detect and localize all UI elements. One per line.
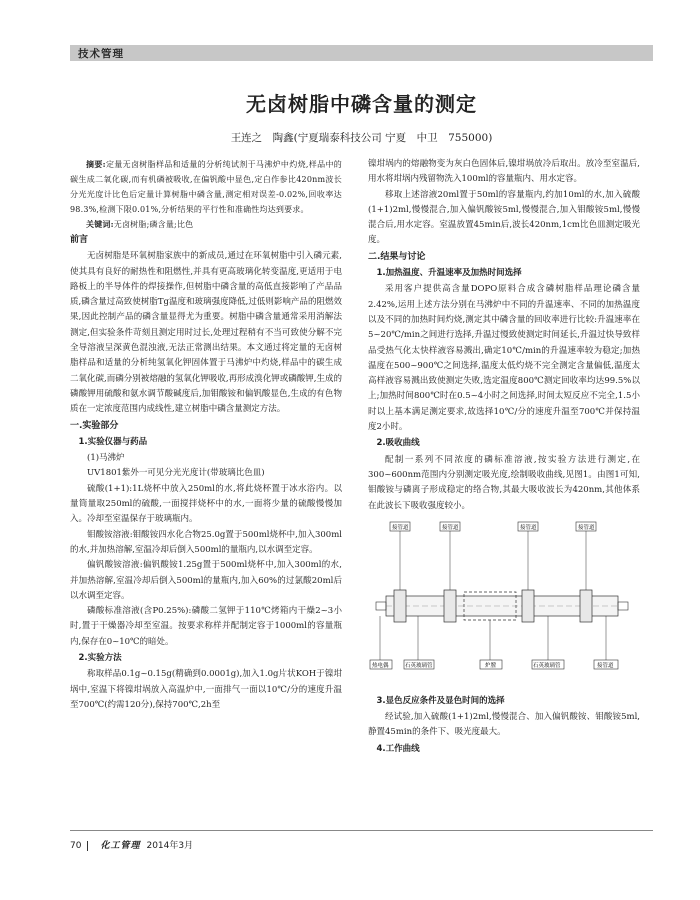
- figure-label-3: 接管道: [520, 524, 537, 531]
- heading-absorption: 2.吸收曲线: [376, 438, 420, 449]
- page-footer: [70, 838, 193, 851]
- abstract-text: 定量无卤树脂样品和适量的分析纯试剂于马沸炉中灼烧,样品中的碳生成二氧化碳,而有机磷被吸收,在偏钒酸中显色,定白作参比420nm波长分光光度计比色后定量计算树脂中磷含量,测定相对误差-0.02%,回收率达98.3%,检测下限0.01%,分析结果的平行性和准确性均达到要求。: [70, 160, 342, 214]
- keywords: [70, 217, 342, 232]
- article-authors: 王连之 陶鑫(宁夏瑞泰科技公司 宁夏 中卫 755000): [230, 132, 493, 144]
- figure-label-4: 接管道: [578, 524, 595, 531]
- heading-color-reaction: 3.显色反应条件及显色时间的选择: [376, 695, 505, 706]
- paragraph-molybdate: 钼酸铵溶液:钼酸铵四水化合物25.0g置于500ml烧杯中,加入300ml的水,并加热溶解,室温冷却后倒入500ml的量瓶内,以水调至定容。: [70, 529, 342, 555]
- abstract-label: 摘要:: [86, 159, 106, 169]
- figure-label-2: 接管道: [442, 524, 459, 531]
- footer-separator: [87, 841, 88, 851]
- figure-label-9: 接管道: [597, 662, 614, 669]
- keywords-text: 无卤树脂;磷含量;比色: [113, 220, 194, 229]
- keywords-label: 关键词:: [86, 219, 114, 229]
- figure-label-1: 接管道: [392, 524, 409, 531]
- journal-name: 化工管理: [100, 841, 141, 851]
- apparatus-diagram: [368, 520, 640, 686]
- heading-heating: 1.加热温度、升温速率及加热时间选择: [376, 268, 522, 279]
- paragraph-heating: 采用客户提供高含量DOPO原料合成含磷树脂样品理论磷含量2.42%,运用上述方法分别在马沸炉中不同的升温速率、不同的加热温度以及不同的加热时间灼烧,测定其中磷含量的回收率进行比较:升温速率在5~20℃/min之间进行选择,升温过慢致使测定时间延长,升温过快导致样品受热气化太快样液容易溅出,确定10℃/min的升温速率较为稳定;加热温度在500~900℃之间选择,温度太低灼烧不完全测定含量偏低,温度太高样液容易溅出致使测定失败,选定温度800℃测定回收率均达99.5%以上;加热时间800℃时在0.5~4小时之间选择,时间太短反应不完全,1.5小时以上基本满足测定要求,故选择10℃/分的速度升温至700℃并保持温度2小时。: [368, 284, 640, 433]
- figure-apparatus: [368, 520, 640, 686]
- heading-method: 2.实验方法: [78, 653, 122, 664]
- section-tag-label: 技术管理: [78, 48, 124, 60]
- paragraph-color-reaction: 经试验,加入硫酸(1+1)2ml,慢慢混合、加入偏钒酸铵、钼酸铵5ml,静置45min的条件下、吸光度最大。: [368, 712, 640, 738]
- heading-experimental: 一.实验部分: [70, 420, 119, 431]
- journal-issue: 2014年3月: [146, 841, 194, 851]
- paragraph-method-cont: 镍坩埚内的熔融物变为灰白色固体后,镍坩埚放冷后取出。放冷至室温后,用水将坩埚内残留物洗入100ml的容量瓶内、用水定容。: [368, 159, 640, 185]
- paragraph-transfer: 移取上述溶液20ml置于50ml的容量瓶内,约加10ml的水,加入硫酸(1+1)2ml,慢慢混合,加入偏钒酸铵5ml,慢慢混合,加入钼酸铵5ml,慢慢混合后,用水定容。室温放置45min后,波长420nm,1cm比色皿测定吸光度。: [368, 189, 640, 246]
- paragraph-preface: 无卤树脂是环氧树脂家族中的新成员,通过在环氧树脂中引入磷元素,使其具有良好的耐热性和阻燃性,并具有更高玻璃化转变温度,更适用于电路板上的半导体件的焊接操作,但树脂中磷含量的高低直接影响了产品品质,磷含量过高致使树脂Tg温度和玻璃强度降低,过低则影响产品的阻燃效果,因此控制产品的磷含量显得尤为重要。树脂中磷含量通常采用消解法测定,但实验条件苛刻且测定用时过长,处理过程稍有不当可致使分解不完全导溶液呈深黄色混浊液,无法正常测出结果。本文通过将定量的无卤树脂样品和适量的分析纯氢氧化钾固体置于马沸炉中灼烧,样品中的碳生成二氧化碳,而磷分别被熔融的氢氧化钾吸收,再形成溴化钾或磷酸钾,生成的磷酸钾用硫酸和氨水调节酸碱度后,加钼酸铵和偏钒酸显色,生成的有色物质在一定浓度范围内成线性,建立树脂中磷含量测定方法。: [70, 251, 342, 415]
- abstract: [70, 157, 342, 217]
- paragraph-furnace: (1)马沸炉: [87, 453, 125, 464]
- heading-results: 二.结果与讨论: [368, 251, 426, 262]
- paragraph-sulfuric-acid: 硫酸(1+1):1L烧杯中放入250ml的水,将此烧杯置于冰水浴内。以量筒量取250ml的硫酸,一面搅拌烧杯中的水,一面将少量的硫酸慢慢加入。冷却至室温保存于玻璃瓶内。: [70, 483, 342, 525]
- section-tag: [70, 45, 653, 61]
- figure-label-7: 炉膛: [485, 662, 497, 669]
- figure-label-8: 石英玻璃管: [533, 662, 561, 669]
- paragraph-method: 称取样品0.1g~0.15g(精确到0.0001g),加入1.0g片状KOH于镍坩埚中,室温下将镍坩埚放入高温炉中,一面排气一面以10℃/分的速度升温至700℃(约需120分),保持700℃,2h至: [70, 669, 342, 710]
- paragraph-absorption: 配制一系列不同浓度的磷标准溶液,按实验方法进行测定,在300~600nm范围内分别测定吸光度,绘制吸收曲线,见图1。由图1可知,钼酸铵与磷离子形成稳定的络合物,其最大吸收波长为420nm,其他体系在此波长下吸收强度较小。: [368, 454, 640, 511]
- article-title: 无卤树脂中磷含量的测定: [246, 92, 477, 116]
- left-column: [70, 157, 342, 713]
- paragraph-vanadate: 偏钒酸铵溶液:偏钒酸铵1.25g置于500ml烧杯中,加入300ml的水,并加热溶解,室温冷却后倒入500ml的量瓶内,加入60%的过氯酸20ml后以水调至定容。: [70, 560, 342, 601]
- heading-working-curve: 4.工作曲线: [376, 743, 420, 754]
- footer-divider: [70, 830, 653, 831]
- heading-reagents: 1.实验仪器与药品: [78, 436, 148, 447]
- page-number: 70: [70, 841, 82, 851]
- figure-label-6: 石英玻璃管: [405, 662, 433, 669]
- heading-preface: 前言: [70, 235, 89, 245]
- figure-label-5: 热电偶: [372, 662, 389, 669]
- right-column: [368, 157, 640, 758]
- paragraph-spectrophotometer: UV1801紫外一可见分光光度计(带玻璃比色皿): [87, 468, 265, 479]
- paragraph-standard: 磷酸标准溶液(含P0.25%):磷酸二氢钾于110℃烤箱内干燥2~3小时,置于干燥器冷却至室温。按要求称样并配制定容于1000ml的容量瓶内,保存在0~10℃的暗处。: [70, 606, 342, 647]
